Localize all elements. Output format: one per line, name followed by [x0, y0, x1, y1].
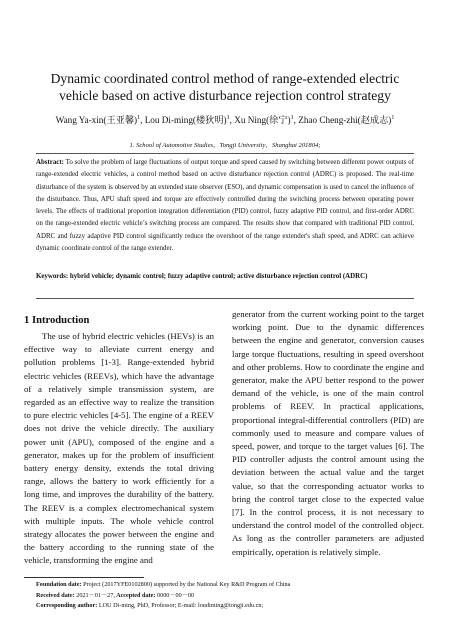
author-2: Lou Di-ming(楼狄明): [144, 115, 227, 126]
abstract-text: To solve the problem of large fluctuations of output torque and speed caused by switching between different power outputs of range-extended electric vehicles, a control method based on active disturbance rejection control (ADRC) is proposed. The real-time disturbance of the system is observed by an extended state observer (ESO), and dynamic compensation is used to cancel the influence of the disturbance. Thus, APU shaft speed and torque are effectively controlled during the switching process between operating power levels. The effects of traditional proportion integration differentiation (PID) control, fuzzy adaptive PID control, and first-order ADRC on the range-extended electric vehicle’s switching process are compared. The results show that compared with traditional PID control, ADRC and fuzzy adaptive PID control significantly reduce the overshoot of the range extender's shaft speed, and ADRC can achieve dynamic coordinate control of the range extender.: [36, 159, 414, 253]
author-1-affil-mark: 1: [137, 115, 141, 121]
footnote-foundation: [36, 580, 426, 591]
body-column-right: generator from the current working point to the target working point. Due to the dynamic differences between the engine and generator, conversion causes large torque fluctuations, resulting in speed overshoot and other problems. How to coordinate the engine and generator, make the APU better respond to the power demand of the vehicle, is one of the main control problems of REEV. In practical applications, proportional integral-differential controllers (PID) are commonly used to measure and compare values of speed, power, and torque to the target values [6]. The PID controller adjusts the control amount using the deviation between the actual value and the target value, so that the corresponding actuator works to bring the control target close to the expected value [7]. In the control process, it is not necessary to understand the control model of the controlled object. As long as the controller parameters are adjusted empirically, operation is relatively simple.: [232, 309, 424, 557]
abstract-top-rule: [36, 153, 414, 154]
corresponding-label: Corresponding author:: [36, 602, 98, 610]
author-separator: ,: [140, 115, 145, 126]
title-line-1: Dynamic coordinated control method of range-extended electric: [50, 71, 400, 86]
corresponding-text: LOU Di-ming, PhD, Professor; E-mail: loudiming@tongji.edu.cn;: [97, 602, 264, 610]
author-3: Xu Ning(徐宁): [234, 115, 291, 126]
author-3-affil-mark: 1: [290, 115, 294, 121]
author-list: [20, 112, 430, 126]
keywords-label: Keywords:: [36, 273, 69, 280]
affiliation: 1. School of Automotive Studies，Tongji University，Shanghai 201804;: [129, 142, 321, 149]
footnotes: [36, 580, 426, 612]
author-4: Zhao Cheng-zhi(赵成志): [298, 115, 392, 126]
received-text: 2021－01－27,: [74, 591, 115, 599]
section-heading-introduction: 1 Introduction: [24, 315, 90, 326]
body-column-left: The use of hybrid electric vehicles (HEVs) is an effective way to alleviate current energy and pollution problems [1-3]. Range-extended hybrid electric vehicles (REEVs), which have the advantage of a relatively simple transmission system, are regarded as an effective way to realize the transition to pure electric vehicles [4-5]. The engine of a REEV does not drive the vehicle directly. The auxiliary power unit (APU), composed of the engine and a generator, makes up for the problem of insufficient battery energy density, extends the total driving range, allows the battery to work efficiently for a long time, and improves the durability of the battery. The REEV is a complex electromechanical system with multiple inputs. The whole vehicle control strategy allocates the power between the engine and the battery according to the running state of the vehicle, transforming the engine and: [24, 331, 214, 566]
abstract-label: Abstract:: [36, 159, 64, 166]
author-1: Wang Ya-xin(王亚馨): [55, 115, 138, 126]
footnote-dates: [36, 591, 426, 602]
keywords-text: hybrid vehicle; dynamic control; fuzzy adaptive control; active disturbance rejection control (ADRC): [69, 273, 368, 280]
title-line-2: vehicle based on active disturbance rejection control strategy: [59, 88, 391, 103]
received-label: Received date:: [36, 591, 75, 599]
accepted-label: Accepted date:: [114, 591, 156, 599]
author-2-affil-mark: 1: [226, 115, 230, 121]
foundation-text: Project (2017YFE0102800) supported by the National Key R&D Program of China: [81, 581, 291, 588]
keywords-block: [36, 271, 414, 283]
author-separator: ,: [229, 115, 235, 126]
author-4-affil-mark: 1: [391, 115, 395, 121]
abstract-bottom-rule: [36, 298, 414, 299]
paper-title: [30, 70, 420, 104]
abstract-block: [36, 157, 414, 255]
footnote-rule: [24, 577, 144, 578]
accepted-text: 0000－00－00: [155, 591, 195, 599]
author-separator: ,: [293, 115, 299, 126]
footnote-corresponding-author: [36, 601, 426, 612]
foundation-label: Foundation date:: [36, 581, 82, 588]
